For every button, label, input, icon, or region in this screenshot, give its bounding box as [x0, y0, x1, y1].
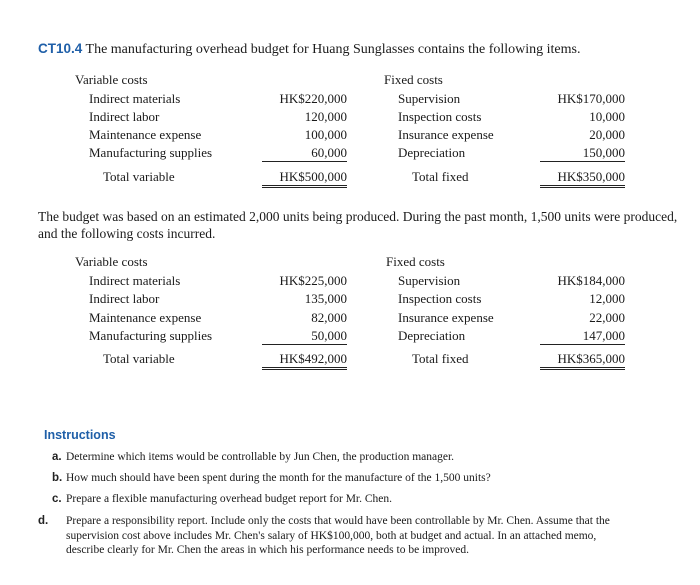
instruction-item — [52, 492, 392, 507]
instruction-letter: c. — [52, 493, 62, 505]
budget-fixed-header: Fixed costs — [384, 72, 443, 87]
budget-variable-label: Maintenance expense — [89, 127, 202, 142]
actual-fixed-label: Inspection costs — [398, 291, 482, 306]
actual-fixed-label: Depreciation — [398, 328, 466, 343]
actual-total-variable: HK$492,000 — [262, 351, 347, 370]
actual-variable-value: 50,000 — [262, 328, 347, 345]
actual-fixed-value: HK$184,000 — [557, 273, 625, 288]
instruction-item — [52, 450, 454, 465]
budget-fixed-value: 20,000 — [589, 127, 625, 142]
budget-fixed-label: Inspection costs — [398, 109, 482, 124]
actual-fixed-label: Insurance expense — [398, 310, 494, 325]
budget-variable-header: Variable costs — [75, 72, 148, 87]
actual-total-fixed-label: Total fixed — [412, 351, 469, 366]
budget-total-fixed-label: Total fixed — [412, 169, 469, 184]
instruction-text: Prepare a flexible manufacturing overhead budget report for Mr. Chen. — [66, 493, 393, 505]
budget-basis-paragraph: The budget was based on an estimated 2,000 units being produced. During the past month, 1,500 units were produced, and the following costs incurred. — [38, 209, 678, 241]
budget-fixed-label: Supervision — [398, 91, 461, 106]
actual-fixed-value: 22,000 — [589, 310, 625, 325]
budget-total-variable: HK$500,000 — [262, 169, 347, 188]
actual-variable-value: HK$225,000 — [279, 273, 347, 288]
budget-variable-value: 60,000 — [262, 145, 347, 162]
actual-fixed-value: 12,000 — [589, 291, 625, 306]
budget-fixed-value: HK$170,000 — [557, 91, 625, 106]
actual-variable-label: Indirect materials — [89, 273, 181, 288]
budget-variable-label: Indirect labor — [89, 109, 160, 124]
budget-total-fixed: HK$350,000 — [540, 169, 625, 188]
actual-variable-label: Manufacturing supplies — [89, 328, 213, 343]
instruction-item — [38, 514, 626, 558]
instruction-text: Determine which items would be controllable by Jun Chen, the production manager. — [66, 451, 455, 463]
budget-fixed-label: Insurance expense — [398, 127, 494, 142]
actual-fixed-header: Fixed costs — [386, 254, 445, 269]
problem-code: CT10.4 — [38, 41, 83, 56]
instruction-letter: a. — [52, 451, 62, 463]
actual-total-fixed: HK$365,000 — [540, 351, 625, 370]
actual-variable-label: Maintenance expense — [89, 310, 202, 325]
actual-fixed-label: Supervision — [398, 273, 461, 288]
instruction-text: How much should have been spent during the month for the manufacture of the 1,500 units? — [66, 472, 491, 484]
actual-variable-label: Indirect labor — [89, 291, 160, 306]
budget-variable-value: 120,000 — [304, 109, 347, 124]
instructions-title: Instructions — [44, 428, 116, 442]
actual-variable-header: Variable costs — [75, 254, 148, 269]
problem-intro — [38, 41, 580, 58]
budget-variable-label: Manufacturing supplies — [89, 145, 213, 160]
actual-fixed-value: 147,000 — [540, 328, 625, 345]
budget-total-variable-label: Total variable — [103, 169, 175, 184]
actual-total-variable-label: Total variable — [103, 351, 175, 366]
actual-variable-value: 135,000 — [304, 291, 347, 306]
budget-variable-value: 100,000 — [304, 127, 347, 142]
instruction-letter: b. — [52, 472, 63, 484]
problem-intro-text: The manufacturing overhead budget for Huang Sunglasses contains the following items. — [85, 42, 581, 57]
instruction-item — [52, 471, 491, 486]
instruction-letter: d. — [38, 515, 49, 527]
budget-variable-label: Indirect materials — [89, 91, 181, 106]
budget-fixed-value: 150,000 — [540, 145, 625, 162]
instruction-text: Prepare a responsibility report. Include only the costs that would have been controllable by Mr. Chen. Assume that the supervision cost above includes Mr. Chen's salary of HK$100,000, both at budget and actual. In an attached memo, describe clearly for Mr. Chen the areas in which his performance needs to be improved. — [66, 515, 610, 556]
budget-fixed-label: Depreciation — [398, 145, 466, 160]
budget-variable-value: HK$220,000 — [279, 91, 347, 106]
actual-variable-value: 82,000 — [311, 310, 347, 325]
budget-fixed-value: 10,000 — [589, 109, 625, 124]
